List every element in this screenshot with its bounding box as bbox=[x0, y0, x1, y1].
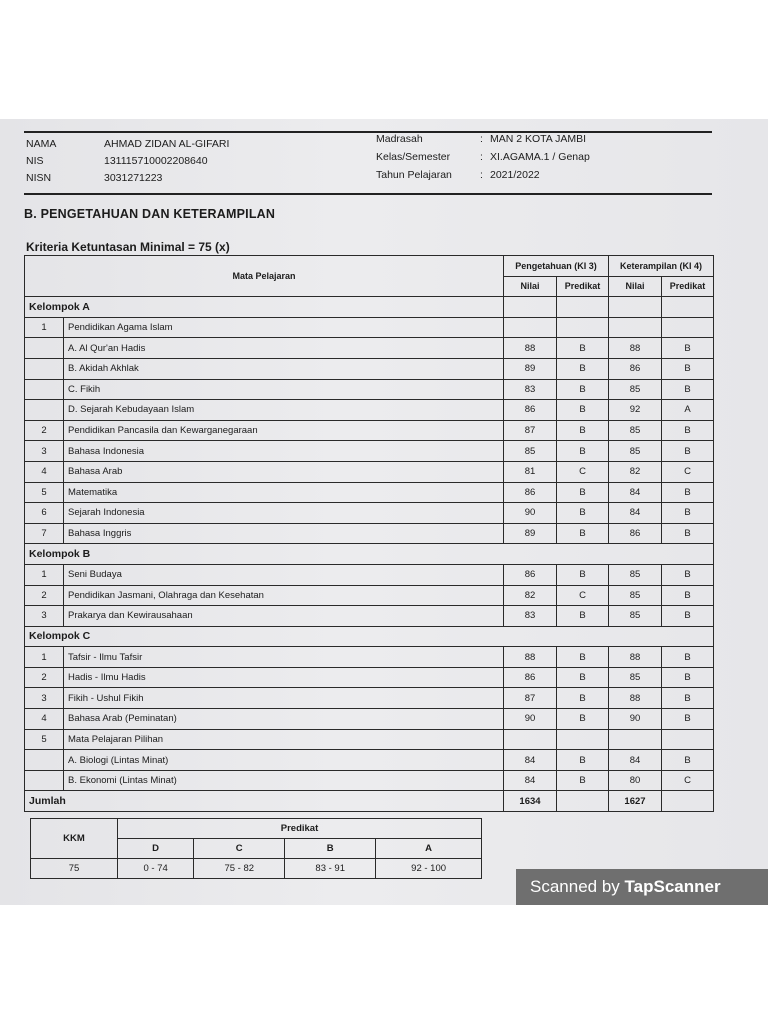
table-row bbox=[25, 709, 714, 730]
table-row bbox=[25, 441, 714, 462]
subject-name: Pendidikan Jasmani, Olahraga dan Kesehatan bbox=[64, 585, 504, 606]
skills-score: 80 bbox=[609, 770, 662, 791]
subject-name: Matematika bbox=[64, 482, 504, 503]
header-bottom-rule bbox=[24, 193, 712, 195]
knowledge-score: 83 bbox=[504, 379, 557, 400]
group-c-title: Kelompok C bbox=[25, 626, 714, 647]
skills-score: 85 bbox=[609, 667, 662, 688]
knowledge-predicate: B bbox=[557, 400, 609, 421]
skills-score: 88 bbox=[609, 647, 662, 668]
group-row bbox=[25, 544, 714, 565]
knowledge-score: 85 bbox=[504, 441, 557, 462]
knowledge-predicate: B bbox=[557, 770, 609, 791]
skills-score: 85 bbox=[609, 379, 662, 400]
subject-name: Hadis - Ilmu Hadis bbox=[64, 667, 504, 688]
knowledge-predicate: B bbox=[557, 441, 609, 462]
skills-predicate: C bbox=[662, 461, 714, 482]
skills-predicate: B bbox=[662, 503, 714, 524]
table-row bbox=[25, 688, 714, 709]
knowledge-score: 87 bbox=[504, 420, 557, 441]
knowledge-predicate bbox=[557, 729, 609, 750]
skills-score: 88 bbox=[609, 688, 662, 709]
skills-predicate-header: Predikat bbox=[662, 276, 714, 297]
subject-name: Bahasa Arab (Peminatan) bbox=[64, 709, 504, 730]
predicate-title: Predikat bbox=[118, 819, 482, 839]
total-skills-score: 1627 bbox=[609, 791, 662, 812]
knowledge-predicate: B bbox=[557, 379, 609, 400]
subject-name: Fikih - Ushul Fikih bbox=[64, 688, 504, 709]
skills-score: 85 bbox=[609, 585, 662, 606]
subject-name: Pendidikan Pancasila dan Kewarganegaraan bbox=[64, 420, 504, 441]
knowledge-score: 88 bbox=[504, 338, 557, 359]
subject-name: C. Fikih bbox=[64, 379, 504, 400]
skills-score: 85 bbox=[609, 606, 662, 627]
knowledge-score: 90 bbox=[504, 709, 557, 730]
skills-predicate: B bbox=[662, 709, 714, 730]
group-row bbox=[25, 626, 714, 647]
skills-score: 90 bbox=[609, 709, 662, 730]
row-no bbox=[25, 770, 64, 791]
subject-name: Mata Pelajaran Pilihan bbox=[64, 729, 504, 750]
knowledge-score bbox=[504, 729, 557, 750]
knowledge-score: 86 bbox=[504, 667, 557, 688]
nisn-value: 3031271223 bbox=[104, 172, 163, 184]
range-c: 75 - 82 bbox=[194, 859, 285, 879]
table-row bbox=[25, 358, 714, 379]
range-b: 83 - 91 bbox=[285, 859, 376, 879]
group-row bbox=[25, 297, 714, 318]
subject-name: Prakarya dan Kewirausahaan bbox=[64, 606, 504, 627]
table-row bbox=[25, 770, 714, 791]
school-year-value: 2021/2022 bbox=[490, 169, 540, 181]
range-a: 92 - 100 bbox=[376, 859, 482, 879]
knowledge-predicate: B bbox=[557, 709, 609, 730]
knowledge-predicate-header: Predikat bbox=[557, 276, 609, 297]
table-row bbox=[25, 379, 714, 400]
scanned-report-page: NAMA AHMAD ZIDAN AL-GIFARI NIS 131115710002208640 NISN 3031271223 Madrasah : MAN 2 KOTA JAMBI Kelas/Semester : XI.AGAMA.1 / Genap Tahun Pelajaran : 2021/2022 B. PENGETAHUAN DAN KETERAMPILAN Kriteria Ketuntasan Minimal = 75 (x) Mata Pelajaran Pengetahuan (KI 3) Keterampilan (KI 4) Nilai Predikat Nilai Predikat Kelompok A 1 Pendidikan Agama Islam A. Al Qur'an Hadis 88 B 88 B B. Akidah Akhlak 89 B 86 B C. Fikih 83 B 85 B D. Sejarah Kebudayaan Islam 86 B 92 A 2 Pendidikan Pancasila dan Kewarganegaraan 87 B 85 B 3 Bahasa Indonesia 85 B 85 B 4 Bahasa Arab 81 C 82 C 5 Matematika 86 B 84 B 6 Sejarah Indonesia 90 B 84 B 7 Bahasa Inggris 89 B 86 B Kelompok B 1 Seni Budaya 86 B 85 B 2 Pendidikan Jasmani, Olahraga dan Kesehatan 82 C 85 B 3 Prakarya dan Kewirausahaan 83 B 85 B Kelompok C 1 Tafsir - Ilmu Tafsir 88 B 88 B 2 Hadis - Ilmu Hadis 86 B 85 B 3 Fikih - Ushul Fikih 87 B 88 B 4 Bahasa Arab (Peminatan) 90 B 90 B 5 Mata Pelajaran Pilihan A. Biologi (Lintas Minat) 84 B 84 B B. Ekonomi (Lintas Minat) 84 B 80 C Jumlah 1634 1627 KKM Predikat D C B A 75 0 - 74 75 - 82 83 - 91 92 - 100 bbox=[0, 119, 768, 905]
madrasah-label: Madrasah bbox=[376, 133, 423, 145]
row-no: 4 bbox=[25, 709, 64, 730]
name-value: AHMAD ZIDAN AL-GIFARI bbox=[104, 138, 230, 150]
total-knowledge-score: 1634 bbox=[504, 791, 557, 812]
row-no: 2 bbox=[25, 667, 64, 688]
subject-name: Sejarah Indonesia bbox=[64, 503, 504, 524]
skills-score: 92 bbox=[609, 400, 662, 421]
subject-header: Mata Pelajaran bbox=[25, 256, 504, 297]
row-no: 6 bbox=[25, 503, 64, 524]
name-label: NAMA bbox=[26, 138, 57, 150]
skills-score: 85 bbox=[609, 564, 662, 585]
row-no bbox=[25, 379, 64, 400]
subject-name: D. Sejarah Kebudayaan Islam bbox=[64, 400, 504, 421]
nisn-label: NISN bbox=[26, 172, 52, 184]
skills-predicate bbox=[662, 317, 714, 338]
table-row bbox=[25, 482, 714, 503]
grades-table bbox=[24, 255, 714, 812]
skills-score: 84 bbox=[609, 482, 662, 503]
skills-predicate: B bbox=[662, 420, 714, 441]
knowledge-predicate: B bbox=[557, 420, 609, 441]
knowledge-predicate: B bbox=[557, 338, 609, 359]
knowledge-score: 89 bbox=[504, 523, 557, 544]
knowledge-score bbox=[504, 317, 557, 338]
knowledge-score: 84 bbox=[504, 770, 557, 791]
skills-score bbox=[609, 729, 662, 750]
row-no: 4 bbox=[25, 461, 64, 482]
skills-score: 84 bbox=[609, 503, 662, 524]
scanner-watermark bbox=[516, 869, 768, 905]
knowledge-predicate: B bbox=[557, 688, 609, 709]
row-no: 2 bbox=[25, 585, 64, 606]
skills-predicate: B bbox=[662, 585, 714, 606]
group-a-title: Kelompok A bbox=[25, 297, 504, 318]
row-no: 1 bbox=[25, 564, 64, 585]
skills-predicate: B bbox=[662, 667, 714, 688]
knowledge-predicate: B bbox=[557, 358, 609, 379]
predicate-table bbox=[30, 818, 482, 879]
knowledge-score-header: Nilai bbox=[504, 276, 557, 297]
subject-name: A. Biologi (Lintas Minat) bbox=[64, 750, 504, 771]
skills-score: 85 bbox=[609, 441, 662, 462]
table-row bbox=[25, 750, 714, 771]
row-no: 1 bbox=[25, 647, 64, 668]
skills-header: Keterampilan (KI 4) bbox=[609, 256, 714, 277]
knowledge-predicate bbox=[557, 317, 609, 338]
madrasah-value: MAN 2 KOTA JAMBI bbox=[490, 133, 587, 145]
knowledge-predicate: B bbox=[557, 606, 609, 627]
table-row bbox=[25, 523, 714, 544]
knowledge-predicate: B bbox=[557, 503, 609, 524]
skills-score: 85 bbox=[609, 420, 662, 441]
knowledge-score: 86 bbox=[504, 564, 557, 585]
knowledge-predicate: B bbox=[557, 750, 609, 771]
table-row bbox=[25, 647, 714, 668]
skills-predicate: B bbox=[662, 647, 714, 668]
school-year-label: Tahun Pelajaran bbox=[376, 169, 452, 181]
subject-name: Tafsir - Ilmu Tafsir bbox=[64, 647, 504, 668]
table-row bbox=[25, 317, 714, 338]
knowledge-header: Pengetahuan (KI 3) bbox=[504, 256, 609, 277]
skills-predicate: B bbox=[662, 379, 714, 400]
row-no bbox=[25, 400, 64, 421]
total-row bbox=[25, 791, 714, 812]
subject-name: B. Ekonomi (Lintas Minat) bbox=[64, 770, 504, 791]
subject-name: B. Akidah Akhlak bbox=[64, 358, 504, 379]
table-row bbox=[25, 503, 714, 524]
skills-score bbox=[609, 317, 662, 338]
skills-predicate: B bbox=[662, 606, 714, 627]
table-row bbox=[25, 606, 714, 627]
skills-predicate: B bbox=[662, 523, 714, 544]
table-row bbox=[25, 400, 714, 421]
skills-predicate: B bbox=[662, 338, 714, 359]
row-no: 3 bbox=[25, 441, 64, 462]
kkm-label: KKM bbox=[31, 819, 118, 859]
watermark-brand: TapScanner bbox=[624, 877, 721, 896]
knowledge-score: 82 bbox=[504, 585, 557, 606]
skills-score: 84 bbox=[609, 750, 662, 771]
knowledge-predicate: C bbox=[557, 461, 609, 482]
row-no bbox=[25, 338, 64, 359]
skills-predicate: B bbox=[662, 482, 714, 503]
class-semester-label: Kelas/Semester bbox=[376, 151, 451, 163]
watermark-prefix: Scanned by bbox=[530, 877, 625, 896]
grade-b: B bbox=[285, 839, 376, 859]
knowledge-predicate: B bbox=[557, 482, 609, 503]
total-label: Jumlah bbox=[25, 791, 504, 812]
knowledge-score: 84 bbox=[504, 750, 557, 771]
skills-score: 86 bbox=[609, 358, 662, 379]
knowledge-predicate: B bbox=[557, 647, 609, 668]
knowledge-score: 81 bbox=[504, 461, 557, 482]
knowledge-score: 90 bbox=[504, 503, 557, 524]
knowledge-score: 87 bbox=[504, 688, 557, 709]
skills-score-header: Nilai bbox=[609, 276, 662, 297]
table-row bbox=[25, 338, 714, 359]
row-no: 2 bbox=[25, 420, 64, 441]
knowledge-score: 89 bbox=[504, 358, 557, 379]
knowledge-score: 88 bbox=[504, 647, 557, 668]
subject-name: Bahasa Inggris bbox=[64, 523, 504, 544]
row-no bbox=[25, 358, 64, 379]
knowledge-predicate: B bbox=[557, 667, 609, 688]
skills-predicate: B bbox=[662, 564, 714, 585]
nis-label: NIS bbox=[26, 155, 44, 167]
grade-c: C bbox=[194, 839, 285, 859]
table-header-row bbox=[25, 256, 714, 277]
subject-name: Pendidikan Agama Islam bbox=[64, 317, 504, 338]
skills-predicate: C bbox=[662, 770, 714, 791]
table-row bbox=[25, 585, 714, 606]
skills-score: 88 bbox=[609, 338, 662, 359]
knowledge-score: 86 bbox=[504, 400, 557, 421]
range-d: 0 - 74 bbox=[118, 859, 194, 879]
table-row bbox=[25, 420, 714, 441]
skills-predicate: B bbox=[662, 688, 714, 709]
skills-predicate: B bbox=[662, 441, 714, 462]
table-row bbox=[25, 461, 714, 482]
knowledge-score: 86 bbox=[504, 482, 557, 503]
row-no: 1 bbox=[25, 317, 64, 338]
row-no: 5 bbox=[25, 729, 64, 750]
grade-a: A bbox=[376, 839, 482, 859]
skills-predicate: B bbox=[662, 750, 714, 771]
table-row bbox=[25, 564, 714, 585]
row-no: 5 bbox=[25, 482, 64, 503]
nis-value: 131115710002208640 bbox=[104, 155, 208, 167]
subject-name: Bahasa Indonesia bbox=[64, 441, 504, 462]
subject-name: Seni Budaya bbox=[64, 564, 504, 585]
knowledge-predicate: C bbox=[557, 585, 609, 606]
group-b-title: Kelompok B bbox=[25, 544, 714, 565]
skills-predicate: A bbox=[662, 400, 714, 421]
row-no: 3 bbox=[25, 688, 64, 709]
kkm-title: Kriteria Ketuntasan Minimal = 75 (x) bbox=[26, 240, 230, 254]
skills-score: 82 bbox=[609, 461, 662, 482]
row-no: 3 bbox=[25, 606, 64, 627]
subject-name: A. Al Qur'an Hadis bbox=[64, 338, 504, 359]
subject-name: Bahasa Arab bbox=[64, 461, 504, 482]
skills-score: 86 bbox=[609, 523, 662, 544]
knowledge-score: 83 bbox=[504, 606, 557, 627]
kkm-value: 75 bbox=[31, 859, 118, 879]
row-no: 7 bbox=[25, 523, 64, 544]
grade-d: D bbox=[118, 839, 194, 859]
table-row bbox=[25, 729, 714, 750]
table-row bbox=[25, 667, 714, 688]
skills-predicate bbox=[662, 729, 714, 750]
knowledge-predicate: B bbox=[557, 523, 609, 544]
section-title: B. PENGETAHUAN DAN KETERAMPILAN bbox=[24, 207, 276, 221]
row-no bbox=[25, 750, 64, 771]
skills-predicate: B bbox=[662, 358, 714, 379]
header-top-rule bbox=[24, 131, 712, 133]
knowledge-predicate: B bbox=[557, 564, 609, 585]
class-semester-value: XI.AGAMA.1 / Genap bbox=[490, 151, 590, 163]
